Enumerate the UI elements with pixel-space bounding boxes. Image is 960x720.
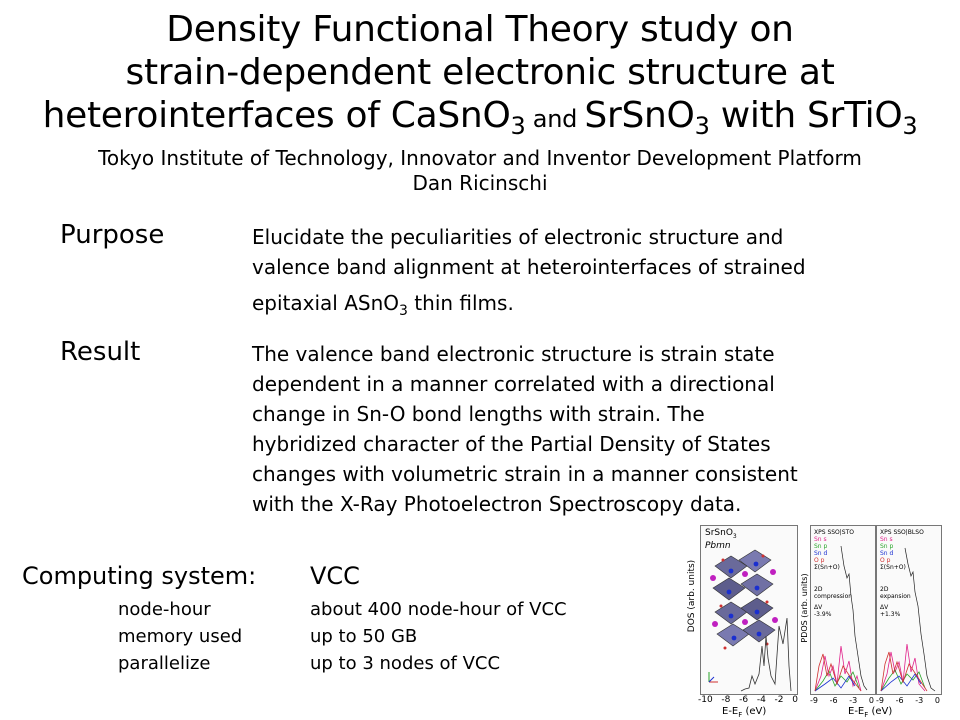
legend-compression: XPS SSO|STO Sn s Sn p Sn d O p Σ(Sn+O) xyxy=(814,529,855,571)
computing-val-parallelize: up to 3 nodes of VCC xyxy=(310,653,501,674)
tick: -3 xyxy=(915,696,924,705)
crystal-structure-diagram xyxy=(701,526,797,694)
title-line-3: heterointerfaces of CaSnO$_3$ and SrSnO$_3$ with SrTiO$_3$ xyxy=(42,95,918,140)
crystal-octahedra xyxy=(713,550,775,646)
result-line: with the X-Ray Photoelectron Spectroscopy data. xyxy=(252,492,742,516)
result-line: dependent in a manner correlated with a directional xyxy=(252,372,775,396)
panel1-ticks xyxy=(698,696,798,705)
panel1-spacegroup: Pbmn xyxy=(705,541,731,551)
pdos-plot-compression xyxy=(811,526,875,694)
computing-key-nodehour: node-hour xyxy=(118,599,211,620)
tick: -9 xyxy=(876,696,884,705)
result-line: change in Sn-O bond lengths with strain. The xyxy=(252,402,705,426)
page-title xyxy=(0,8,960,141)
panel3-ticks xyxy=(876,696,940,705)
result-line: hybridized character of the Partial Density of States xyxy=(252,432,771,456)
tick: -3 xyxy=(849,696,858,705)
tick: -9 xyxy=(810,696,818,705)
tick: 0 xyxy=(934,696,940,705)
crystal-atoms-magenta xyxy=(710,569,778,627)
affiliation: Tokyo Institute of Technology, Innovator and Inventor Development Platform xyxy=(98,146,862,170)
computing-key-parallelize: parallelize xyxy=(118,653,211,674)
panel1-ylabel: DOS (arb. units) xyxy=(687,559,697,633)
tick: -6 xyxy=(829,696,838,705)
panel1-compound: SrSnO$_3$ xyxy=(705,528,737,540)
result-line: The valence band electronic structure is strain state xyxy=(252,342,775,366)
tick: 0 xyxy=(792,695,798,705)
panel2-ylabel: PDOS (arb. units) xyxy=(800,573,809,643)
author-block xyxy=(0,146,960,196)
pdos-panel-expansion xyxy=(876,525,942,695)
purpose-line: valence band alignment at heterointerfaces of strained xyxy=(252,255,806,279)
pdos-plot-expansion xyxy=(877,526,941,694)
panel1-xlabel: $E-E_F$ (eV) xyxy=(722,706,767,719)
computing-value: VCC xyxy=(310,562,360,590)
purpose-line: epitaxial ASnO$_3$ thin films. xyxy=(252,291,514,319)
computing-val-memory: up to 50 GB xyxy=(310,626,418,647)
computing-val-nodehour: about 400 node-hour of VCC xyxy=(310,599,567,620)
purpose-text xyxy=(252,222,932,318)
result-label: Result xyxy=(60,337,141,367)
panel23-xlabel: $E-E_F$ (eV) xyxy=(848,706,893,719)
computing-key-memory: memory used xyxy=(118,626,243,647)
tick: -10 xyxy=(698,695,713,705)
tick: -6 xyxy=(895,696,904,705)
note-expansion: 2D expansion ΔV +1.3% xyxy=(880,586,911,618)
tick: -4 xyxy=(756,695,766,705)
author-name: Dan Ricinschi xyxy=(412,171,548,195)
purpose-line: Elucidate the peculiarities of electronic structure and xyxy=(252,225,784,249)
result-text xyxy=(252,339,932,519)
result-line: changes with volumetric strain in a manner consistent xyxy=(252,462,798,486)
note-compression: 2D compression ΔV -3.9% xyxy=(814,586,853,618)
axes-triad xyxy=(709,672,718,682)
dos-panel xyxy=(700,525,798,695)
tick: -6 xyxy=(739,695,749,705)
title-line-1: Density Functional Theory study on xyxy=(166,9,794,50)
dos-figure xyxy=(688,523,958,720)
tick: -8 xyxy=(721,695,731,705)
computing-label: Computing system: xyxy=(22,562,257,590)
purpose-label: Purpose xyxy=(60,220,165,250)
title-line-2: strain-dependent electronic structure at xyxy=(125,52,835,93)
pdos-panel-compression xyxy=(810,525,876,695)
panel2-ticks xyxy=(810,696,874,705)
tick: -2 xyxy=(774,695,784,705)
tick: 0 xyxy=(868,696,874,705)
legend-expansion: XPS SSO|BLSO Sn s Sn p Sn d O p Σ(Sn+O) xyxy=(880,529,924,571)
